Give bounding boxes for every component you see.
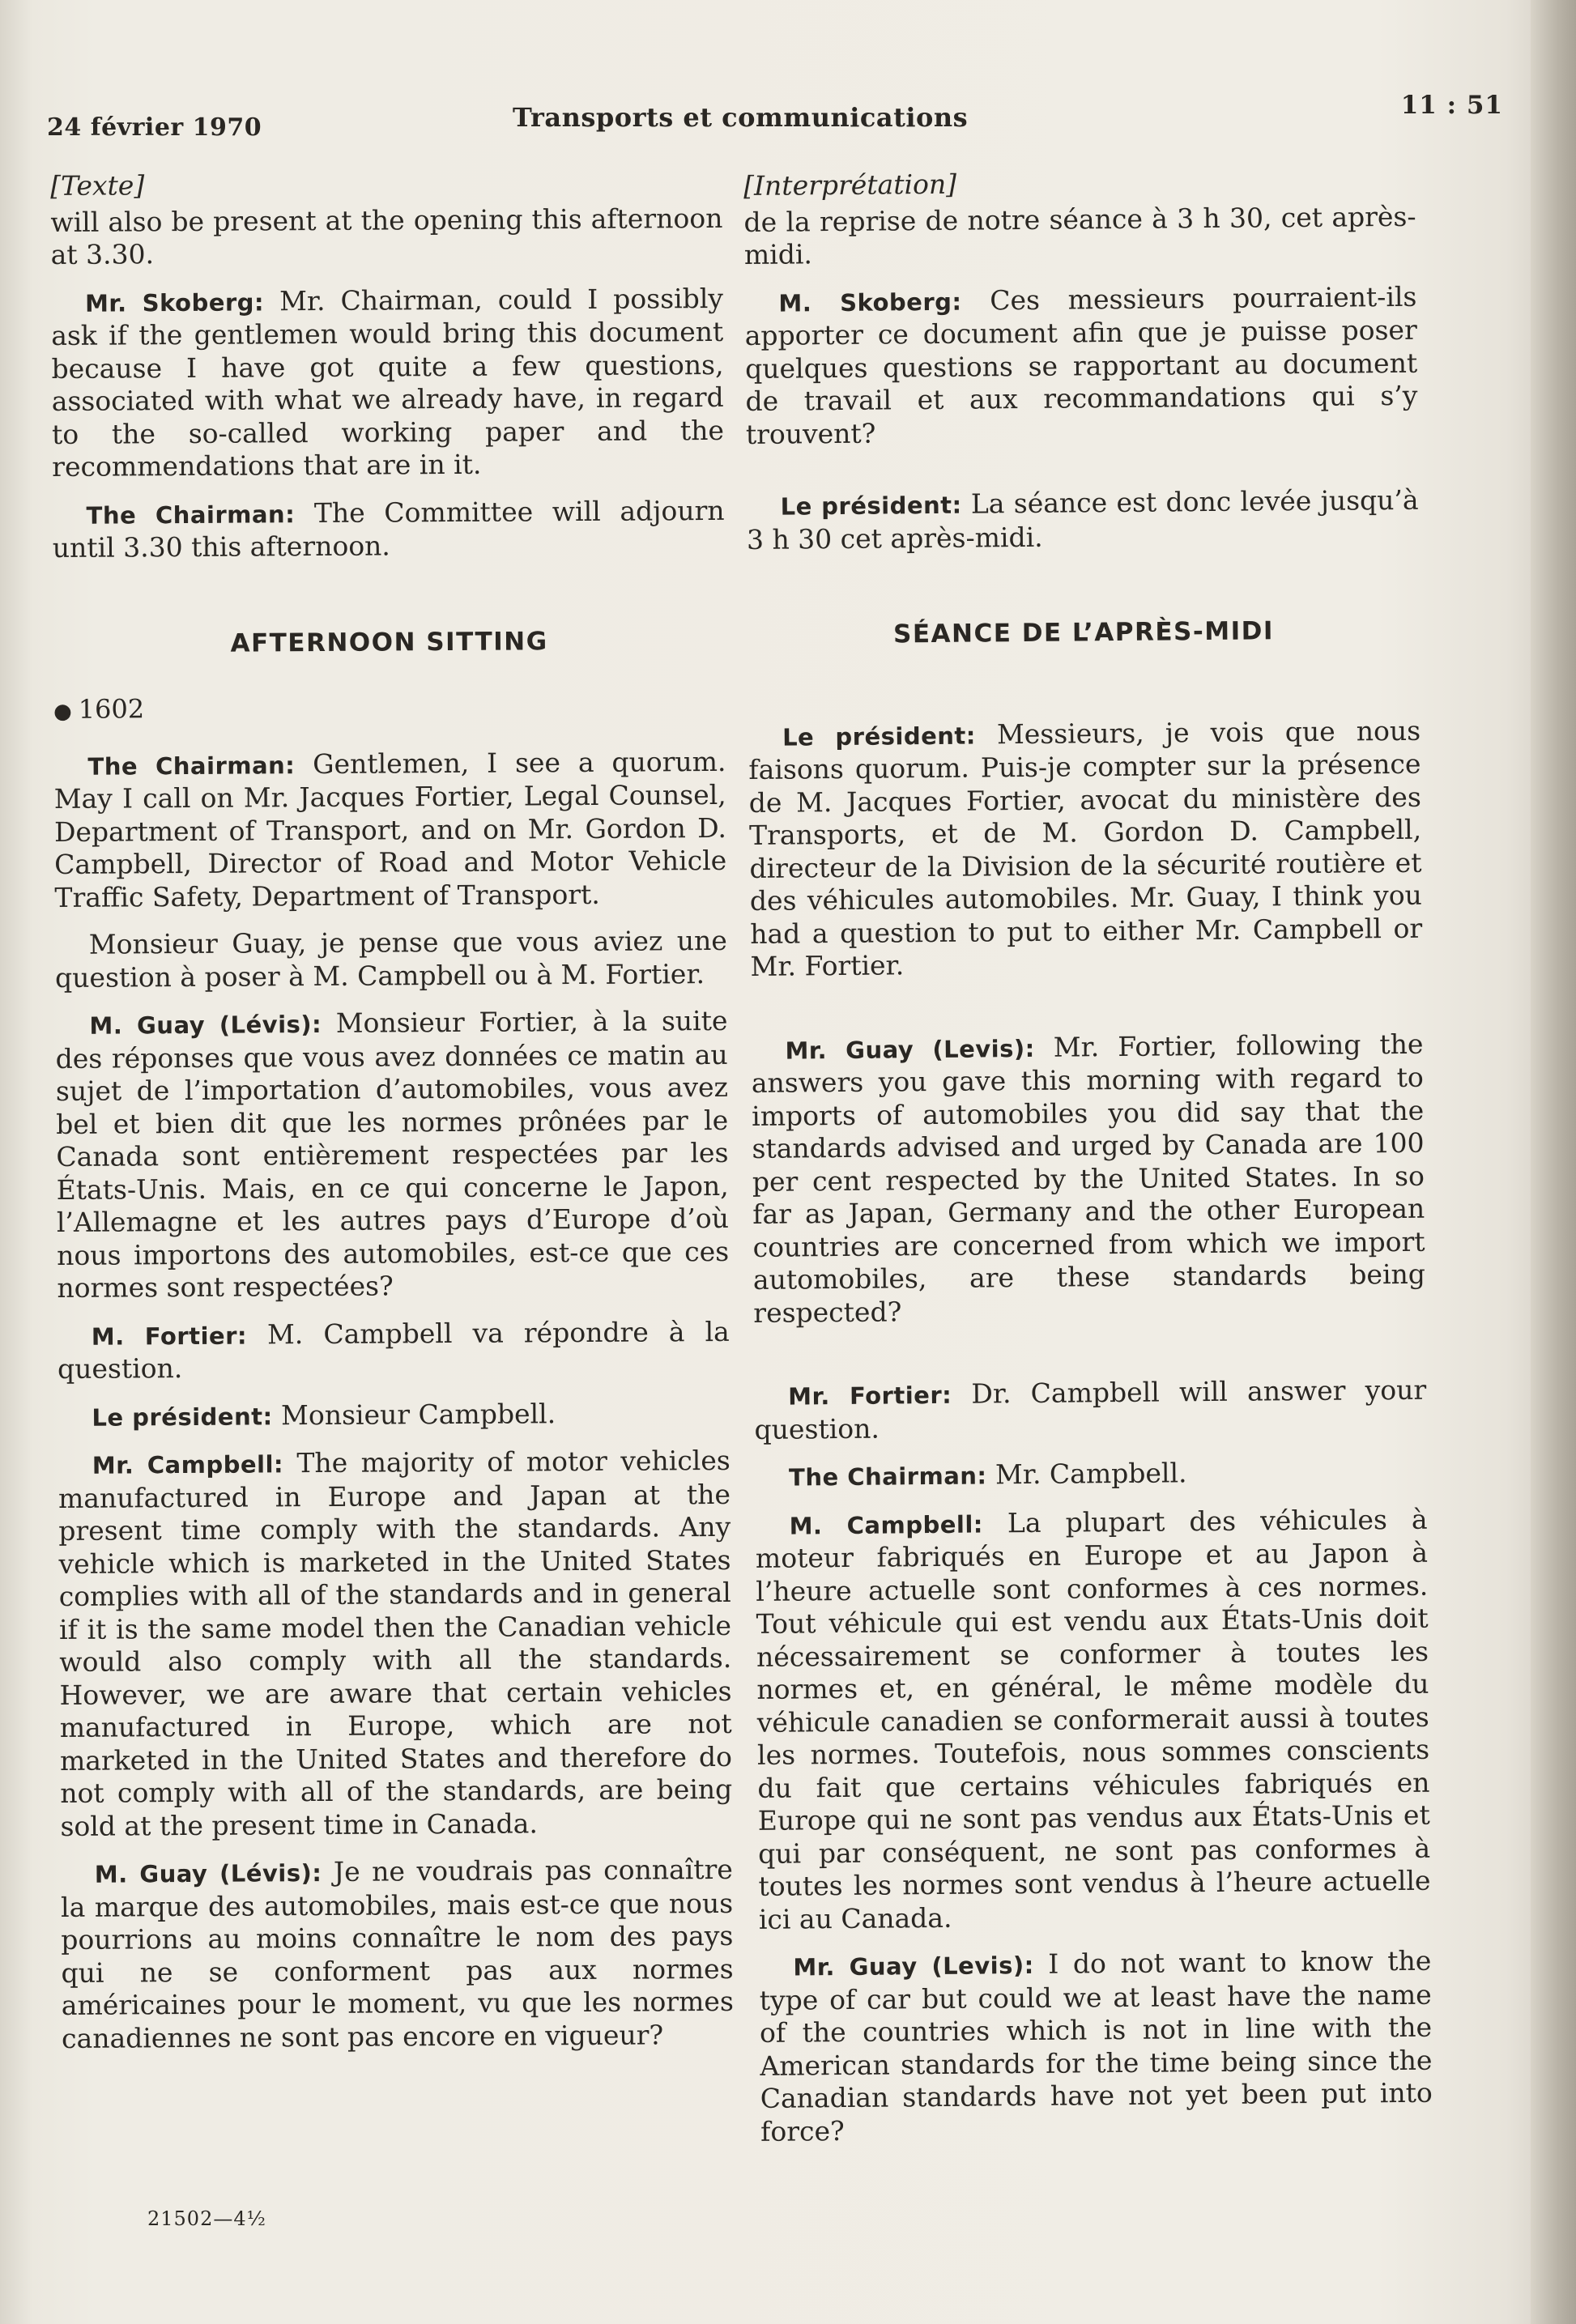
paragraph-text: Mr. Chairman, could I possibly ask if the gentlemen would bring this document because I have got quite a few questions, associated with what we already have, in regard to the so-called working paper and the recommendations that are in it. (51, 282, 725, 483)
paragraph (748, 714, 1423, 983)
speaker-label: Mr. Guay (Levis): (785, 1034, 1035, 1065)
paragraph (51, 282, 724, 483)
paragraph (759, 1945, 1433, 2148)
speaker-label: M. Campbell: (789, 1509, 984, 1540)
paragraph-text: Monsieur Fortier, à la suite des réponses que vous avez données ce matin au sujet de l’importation d’automobiles, vous avez bel et bien dit que les normes prônées par le Canada sont entièrement respectées par les États-Unis. Mais, en ce qui concerne le Japon, l’Allemagne et les autres pays d’Europe d’où nous importons des automobiles, est-ce que ces normes sont respectées? (55, 1004, 730, 1304)
speaker-label: Mr. Skoberg: (84, 287, 265, 317)
paragraph (746, 484, 1419, 556)
time-marker (53, 689, 726, 729)
paragraph-text: Mr. Fortier, following the answers you gave this morning with regard to imports of automobiles you did say that the standards advised and urged by Canada are 100 per cent respected by the United States. In so far as Japan, Germany and the other European countries are concerned from which we import automobiles, are these standards being respected? (751, 1028, 1426, 1329)
paragraph-text: La séance est donc levée jusqu’à 3 h 30 cet après-midi. (746, 483, 1419, 555)
speaker-label: Mr. Fortier: (788, 1381, 952, 1411)
speaker-label: Le président: (782, 721, 977, 751)
paragraph (58, 1396, 730, 1434)
left-column (50, 166, 734, 2070)
speaker-label: M. Fortier: (91, 1322, 248, 1351)
paragraph (743, 200, 1416, 271)
spacer (754, 1339, 1426, 1380)
paragraph (751, 1028, 1425, 1330)
paragraph-text: M. Campbell va répondre à la question. (57, 1315, 730, 1385)
paragraph-text: Je ne voudrais pas connaître la marque des automobiles, mais est-ce que nous pourrions au moins connaître le nom des pays qui ne se conforment pas aux normes américaines pour le moment, vu que les normes canadiennes ne sont pas encore en vigueur? (60, 1853, 734, 2054)
running-head (47, 91, 1503, 142)
section-heading: SÉANCE DE L’APRÈS-MIDI (892, 616, 1275, 649)
spacer (751, 992, 1423, 1033)
paragraph-text: de la reprise de notre séance à 3 h 30, cet après-midi. (743, 200, 1416, 270)
section-tag-texte: [Texte] (50, 169, 145, 202)
paragraph-text: Dr. Campbell will answer your question. (754, 1373, 1427, 1445)
speaker-label: The Chairman: (87, 751, 296, 781)
paragraph (55, 1005, 729, 1305)
speaker-label: The Chairman: (788, 1462, 987, 1492)
paragraph (58, 1445, 733, 1843)
speaker-label: Le président: (780, 491, 962, 521)
running-head-title: Transports et communications (513, 102, 969, 133)
speaker-label: M. Skoberg: (778, 287, 962, 317)
speaker-label: Mr. Campbell: (92, 1450, 284, 1479)
paragraph (744, 280, 1418, 451)
paragraph-text: Monsieur Campbell. (272, 1397, 556, 1431)
paragraph (52, 494, 724, 564)
paragraph-text: Ces messieurs pourraient-ils apporter ce document afin que je puisse poser quelques questions se rapportant au document de travail et aux recommandations qui s’y trouvent? (744, 280, 1418, 450)
paragraph-text: The majority of motor vehicles manufactured in Europe and Japan at the present time comply with the standards. Any vehicle which is marketed in the United States complies with all of the standards and in general if it is the same model then the Canadian vehicle would also comply with all the standards. However, we are aware that certain vehicles manufactured in Europe, which are not marketed in the United States and therefore do not comply with all of the standards, are being sold at the present time in Canada. (58, 1444, 733, 1842)
running-head-date: 24 février 1970 (47, 113, 262, 142)
speaker-label: The Chairman: (86, 500, 296, 530)
paragraph (50, 202, 722, 271)
paragraph (53, 745, 726, 914)
time-marker-text: 1602 (78, 693, 145, 725)
paragraph-text: Messieurs, je vois que nous faisons quorum. Puis-je compter sur la présence de M. Jacques Fortier, avocat du ministère des Transports, et de M. Gordon D. Campbell, directeur de la Division de la sécurité routière et des véhicules automobiles. Mr. Guay, I think you had a question to put to either Mr. Campbell or Mr. Fortier. (748, 714, 1423, 982)
paragraph-text: Gentlemen, I see a quorum. May I call on Mr. Jacques Fortier, Legal Counsel, Department of Transport, and on Mr. Gordon D. Campbell, Director of Road and Motor Vehicle Traffic Safety, Department of Transport. (53, 745, 727, 913)
paragraph (755, 1455, 1427, 1495)
paragraph (754, 1374, 1427, 1446)
paragraph (61, 1854, 734, 2055)
speaker-label: Mr. Guay (Levis): (793, 1951, 1034, 1981)
paragraph-text: will also be present at the opening this afternoon at 3.30. (50, 202, 723, 270)
spacer (748, 679, 1421, 720)
speaker-label: Le président: (92, 1402, 273, 1432)
speaker-label: M. Guay (Lévis): (94, 1858, 322, 1888)
page-number: 11 : 51 (1400, 91, 1503, 120)
paragraph-text: Monsieur Guay, je pense que vous aviez une question à poser à M. Campbell ou à M. Fortier. (54, 924, 727, 994)
paragraph (55, 925, 727, 994)
print-signature: 21502—4½ (147, 2207, 266, 2230)
paragraph-text: La plupart des véhicules à moteur fabriqués en Europe et au Japon à l’heure actuelle sont conformes à ces normes. Tout véhicule qui est vendu aux États-Unis doit nécessairement se conformer à toutes les normes et, en général, le même modèle du véhicule canadien se conformerait aussi à toutes les normes. Toutefois, nous sommes conscients du fait que certains véhicules fabriqués en Europe qui ne sont pas vendus aux États-Unis et qui par conséquent, ne sont pas conformes à toutes les normes sont vendus à l’heure actuelle ici au Canada. (755, 1503, 1431, 1935)
paragraph (755, 1503, 1431, 1936)
paragraph-text: The Committee will adjourn until 3.30 this afternoon. (52, 494, 725, 564)
book-gutter (1531, 0, 1576, 2324)
section-tag-interpretation: [Interprétation] (743, 168, 957, 202)
paragraph-text: Mr. Campbell. (986, 1457, 1187, 1491)
bullet-icon: ● (53, 699, 72, 724)
speaker-label: M. Guay (Lévis): (89, 1010, 322, 1040)
section-heading: AFTERNOON SITTING (230, 626, 548, 658)
right-column (743, 164, 1433, 2163)
paragraph-text: I do not want to know the type of car but could we at least have the name of the countries which is not in line with the American standards for the time being since the Canadian standards have not yet been put into force? (759, 1944, 1433, 2147)
paragraph (58, 1315, 730, 1385)
